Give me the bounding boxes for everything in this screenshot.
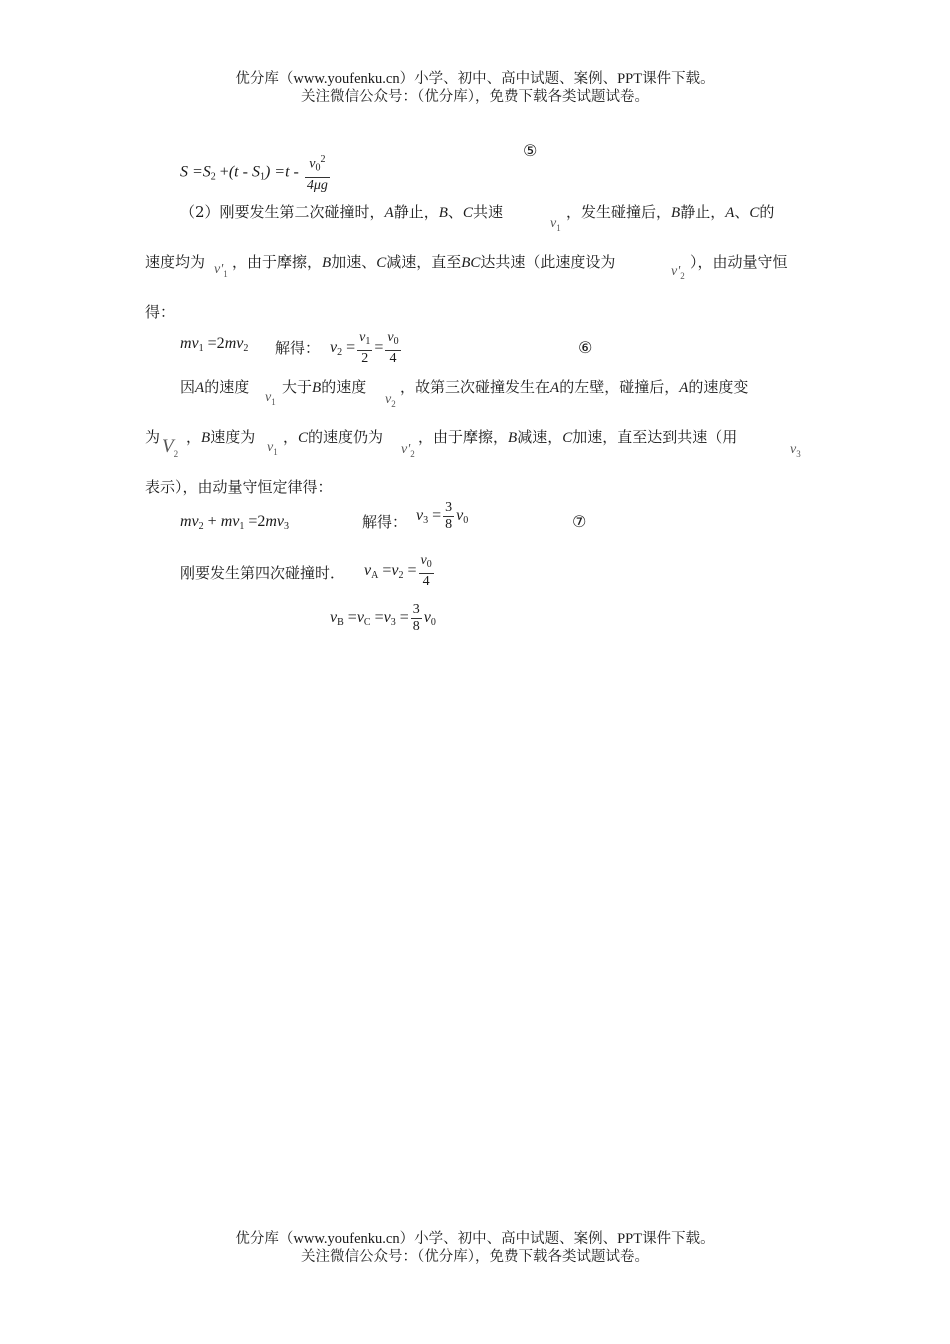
para3-line1-mid: 大于B的速度 [282,378,367,396]
para2-line1-tail: ，发生碰撞后，B静止，A、C的 [566,203,775,221]
equation-6-solve-label: 解得： [275,339,321,357]
equation-7: $mv_2 + mv_1 =2mv_3$ [180,513,290,532]
equation-7-result: $v_3$ = $\frac{3}{8}$ $v_0$ [416,500,469,532]
para4-text: 刚要发生第四次碰撞时． [180,564,346,582]
para3-line3: 表示），由动量守恒定律得： [145,478,333,496]
symbol-v1: $v_1$ [550,216,561,233]
para3-line2-tail: ，由于摩擦，B减速，C加速，直至达到共速（用 [418,428,738,446]
symbol-V2: $V_2$ [162,436,179,459]
equation-7-number: ⑦ [572,512,587,531]
para3-line2: 为 [145,428,161,446]
para3-line2-mid: ，B速度为 [186,428,256,446]
para2-line1: （2）刚要发生第二次碰撞时，A静止，B、C共速 [180,203,503,221]
para2-line2-tail: ），由动量守恒 [690,253,788,271]
symbol-v3: $v_3$ [790,442,801,459]
para3-line2-mid2: ，C的速度仍为 [283,428,384,446]
footer-line-2: 关注微信公众号：（优分库），免费下载各类试题试卷。 [301,1249,649,1265]
para2-line2: 速度均为 [145,253,206,271]
header-line-1: 优分库（www.youfenku.cn）小学、初中、高中试题、案例、PPT课件下载。 [235,71,715,87]
symbol-v2-prime: $v'_2$ [671,264,685,281]
symbol-v1-c: $v_1$ [267,440,278,457]
symbol-v2-prime-b: $v'_2$ [401,442,415,459]
footer-line-1: 优分库（www.youfenku.cn）小学、初中、高中试题、案例、PPT课件下载。 [235,1231,715,1247]
equation-6: $mv_1 =2mv_2$ [180,335,249,354]
symbol-v1-b: $v_1$ [265,390,276,407]
equation-5-number: ⑤ [523,141,538,160]
para2-line3: 得： [145,303,176,321]
symbol-v2-b: $v_2$ [385,392,396,409]
para3-line1: 因A的速度 [180,378,250,396]
para3-line1-tail: ，故第三次碰撞发生在A的左壁，碰撞后，A的速度变 [400,378,749,396]
symbol-v1-prime: $v'_1$ [214,262,228,279]
equation-5: $S =S_2 +(t - S_1) =t$ - $\frac{v_0^2}{4\mu g}$ [180,154,328,193]
para2-line2-mid: ，由于摩擦，B加速、C减速，直至BC达共速（此速度设为 [232,253,616,271]
equation-6-result: $v_2$ = $\frac{v_1}{2}$ = $\frac{v_0}{4}$ [330,330,399,366]
equation-vA: $v_A =v_2$ = $\frac{v_0}{4}$ [364,553,432,589]
header-line-2: 关注微信公众号：（优分库），免费下载各类试题试卷。 [301,89,649,105]
equation-6-number: ⑥ [578,338,593,357]
equation-vB: $v_B =v_C =v_3$ = $\frac{3}{8}$ $v_0$ [330,602,436,634]
equation-7-solve-label: 解得： [362,513,408,531]
